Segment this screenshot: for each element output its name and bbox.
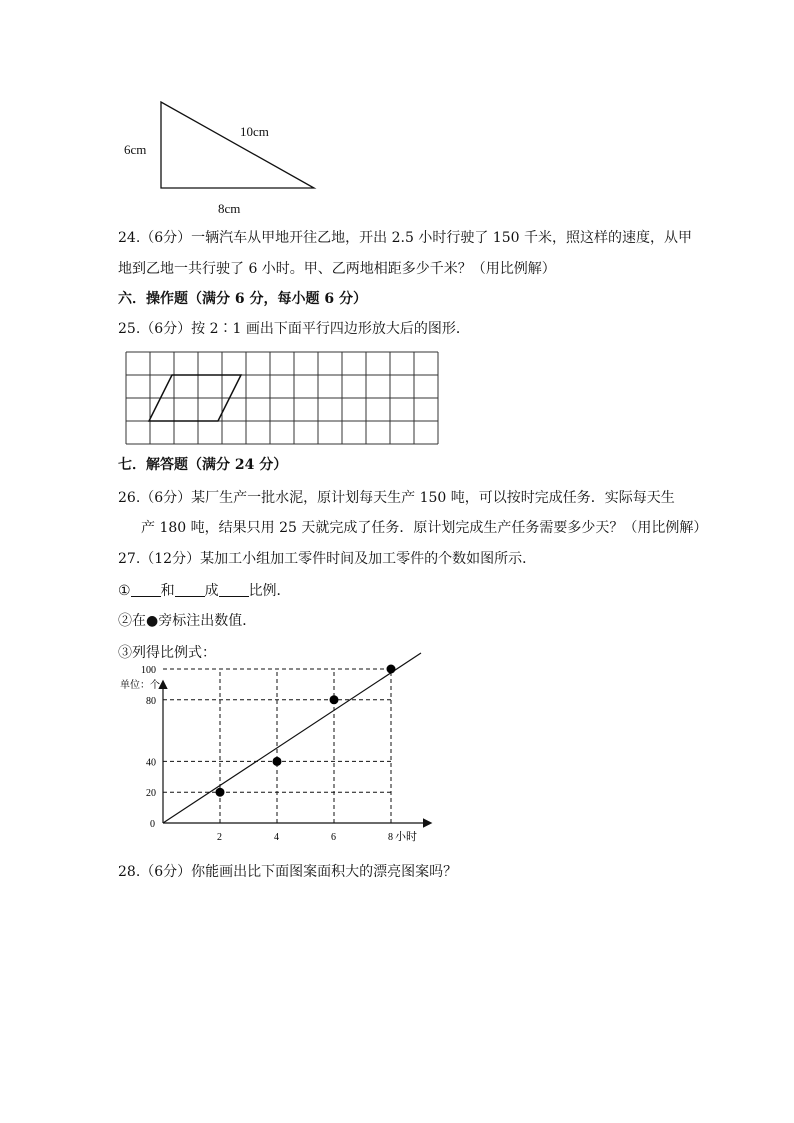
q28-text: 28.（6分）你能画出比下面图案面积大的漂亮图案吗？ [118,864,458,880]
y-axis-unit-label: 单位：个 [120,680,160,691]
q27-part2: ②在●旁标注出数值． [118,613,257,629]
y-tick-label: 80 [146,695,156,707]
y-tick-label: 100 [141,665,156,676]
chart-trend-line [163,653,421,823]
q27-part1 [118,581,291,601]
grid-lines [126,352,438,444]
triangle-hypotenuse-label: 10cm [240,124,269,139]
q24-line1: 24.（6分）一辆汽车从甲地开往乙地，开出 2.5 小时行驶了 150 千米，照这样的速度，从甲 [118,230,692,246]
x-tick-label: 8 [388,832,393,843]
square-grid-figure [122,348,447,446]
q27-part1-cheng: 成 [204,583,219,599]
x-axis-unit-label: 小时 [395,831,417,843]
q26-line1: 26.（6分）某厂生产一批水泥，原计划每天生产 150 吨，可以按时完成任务．实际每天生 [118,490,675,506]
y-tick-label: 20 [146,788,156,800]
q27-part1-suffix: 比例． [248,583,291,599]
q26-line2: 产 180 吨，结果只用 25 天就完成了任务．原计划完成生产任务需要多少天？（用比例解） [141,520,708,536]
q27-part3: ③列得比例式： [118,645,216,661]
x-tick-label: 4 [274,832,279,843]
data-point [273,757,282,766]
q27-part1-and: 和 [160,583,175,599]
data-point [387,665,396,674]
right-triangle [161,102,314,188]
q25-text: 25.（6分）按 2∶1 画出下面平行四边形放大后的图形． [118,321,470,337]
section6-title: 六．操作题（满分 6 分，每小题 6 分） [118,291,367,307]
line-chart [110,665,440,852]
triangle-base-label: 8cm [218,201,241,216]
data-point [330,695,339,704]
q27-text: 27.（12分）某加工小组加工零件时间及加工零件的个数如图所示． [118,551,537,567]
blank-3[interactable] [219,582,249,597]
q24-line2: 地到乙地一共行驶了 6 小时。甲、乙两地相距多少千米？（用比例解） [118,261,556,277]
data-point [216,788,225,797]
trend-line [163,653,421,823]
x-tick-label: 6 [331,832,336,843]
blank-1[interactable] [131,582,161,597]
blank-2[interactable] [175,582,205,597]
chart-points [216,665,396,797]
origin-label: 0 [150,819,155,830]
x-tick-label: 2 [217,832,222,843]
q27-part1-prefix: ① [118,583,131,599]
triangle-side-left-label: 6cm [124,142,147,157]
y-tick-label: 40 [146,757,156,769]
section7-title: 七．解答题（满分 24 分） [118,457,288,473]
